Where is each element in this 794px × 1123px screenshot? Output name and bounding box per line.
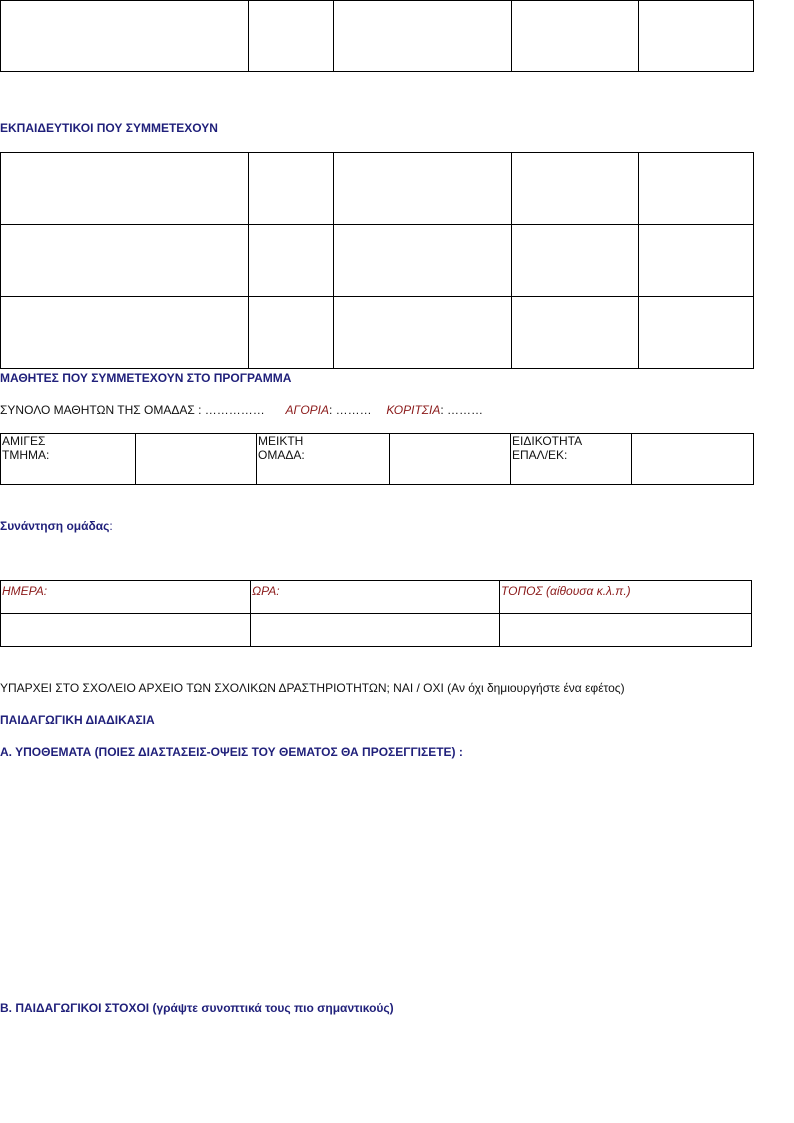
teachers-table — [0, 152, 754, 369]
mixed-group-label-line1: ΜΕΙΚΤΗ — [258, 434, 304, 448]
pure-class-label-line1: ΑΜΙΓΕΣ — [2, 434, 46, 448]
mixed-group-label-cell — [257, 434, 390, 485]
archive-question: ΥΠΑΡΧΕΙ ΣΤΟ ΣΧΟΛΕΙΟ ΑΡΧΕΙΟ ΤΩΝ ΣΧΟΛΙΚΩΝ ΔΡΑΣΤΗΡΙΟΤΗΤΩΝ; ΝΑΙ / ΟΧΙ (Αν όχι δημιουργήστε ένα εφέτος) — [0, 681, 625, 695]
table-cell[interactable] — [334, 1, 512, 72]
table-row — [1, 297, 754, 369]
total-students-label: ΣΥΝΟΛΟ ΜΑΘΗΤΩΝ ΤΗΣ ΟΜΑΔΑΣ : …………… — [0, 403, 265, 417]
pure-class-value-cell[interactable] — [136, 434, 257, 485]
table-row — [1, 225, 754, 297]
goals-answer-area[interactable] — [0, 1022, 753, 1117]
place-label: ΤΟΠΟΣ (αίθουσα κ.λ.π.) — [501, 584, 631, 598]
table-cell[interactable] — [1, 153, 249, 225]
table-cell[interactable] — [639, 1, 754, 72]
table-cell[interactable] — [249, 297, 334, 369]
top-table — [0, 0, 754, 72]
table-cell[interactable] — [334, 153, 512, 225]
pedagogical-heading: ΠΑΙΔΑΓΩΓΙΚΗ ΔΙΑΔΙΚΑΣΙΑ — [0, 713, 155, 727]
table-row — [1, 581, 752, 614]
meeting-heading-colon: : — [109, 519, 113, 533]
mixed-group-value-cell[interactable] — [390, 434, 511, 485]
pure-class-label-cell — [1, 434, 136, 485]
subtopics-heading: Α. ΥΠΟΘΕΜΑΤΑ (ΠΟΙΕΣ ΔΙΑΣΤΑΣΕΙΣ-ΟΨΕΙΣ ΤΟΥ ΘΕΜΑΤΟΣ ΘΑ ΠΡΟΣΕΓΓΙΣΕΤΕ) : — [0, 745, 463, 759]
table-cell[interactable] — [512, 1, 639, 72]
table-row — [1, 153, 754, 225]
table-cell[interactable] — [1, 1, 249, 72]
table-cell[interactable] — [249, 153, 334, 225]
meeting-table — [0, 580, 752, 647]
table-cell[interactable] — [512, 297, 639, 369]
specialty-value-cell[interactable] — [632, 434, 754, 485]
meeting-heading — [0, 519, 113, 533]
boys-label: ΑΓΟΡΙΑ — [285, 403, 329, 417]
table-cell[interactable] — [1, 225, 249, 297]
boys-value[interactable]: : ……… — [329, 403, 372, 417]
goals-heading: Β. ΠΑΙΔΑΓΩΓΙΚΟΙ ΣΤΟΧΟΙ (γράψτε συνοπτικά τους πιο σημαντικούς) — [0, 1001, 394, 1015]
table-row — [1, 614, 752, 647]
specialty-label-line2: ΕΠΑΛ/ΕΚ: — [512, 448, 568, 462]
teachers-heading: ΕΚΠΑΙΔΕΥΤΙΚΟΙ ΠΟΥ ΣΥΜΜΕΤΕΧΟΥΝ — [0, 121, 218, 135]
time-label: ΩΡΑ: — [252, 584, 280, 598]
table-cell[interactable] — [512, 225, 639, 297]
table-row — [1, 434, 754, 485]
meeting-place-header — [500, 581, 752, 614]
table-cell[interactable] — [249, 225, 334, 297]
meeting-place-value[interactable] — [500, 614, 752, 647]
table-cell[interactable] — [249, 1, 334, 72]
table-cell[interactable] — [334, 297, 512, 369]
meeting-day-header — [1, 581, 251, 614]
meeting-heading-text: Συνάντηση ομάδας — [0, 519, 110, 533]
girls-value[interactable]: : ……… — [440, 403, 483, 417]
group-composition-table — [0, 433, 754, 485]
students-heading: ΜΑΘΗΤΕΣ ΠΟΥ ΣΥΜΜΕΤΕΧΟΥΝ ΣΤΟ ΠΡΟΓΡΑΜΜΑ — [0, 371, 292, 385]
girls-label: ΚΟΡΙΤΣΙΑ — [386, 403, 441, 417]
pure-class-label-line2: ΤΜΗΜΑ: — [2, 448, 50, 462]
meeting-time-value[interactable] — [251, 614, 500, 647]
specialty-label-line1: ΕΙΔΙΚΟΤΗΤΑ — [512, 434, 583, 448]
mixed-group-label-line2: ΟΜΑΔΑ: — [258, 448, 305, 462]
subtopics-answer-area[interactable] — [0, 765, 753, 990]
specialty-label-cell — [511, 434, 632, 485]
students-count-line — [0, 403, 483, 417]
table-cell[interactable] — [639, 153, 754, 225]
table-cell[interactable] — [1, 297, 249, 369]
table-cell[interactable] — [639, 225, 754, 297]
meeting-time-header — [251, 581, 500, 614]
table-cell[interactable] — [512, 153, 639, 225]
meeting-day-value[interactable] — [1, 614, 251, 647]
table-cell[interactable] — [334, 225, 512, 297]
day-label: ΗΜΕΡΑ: — [2, 584, 48, 598]
table-cell[interactable] — [639, 297, 754, 369]
